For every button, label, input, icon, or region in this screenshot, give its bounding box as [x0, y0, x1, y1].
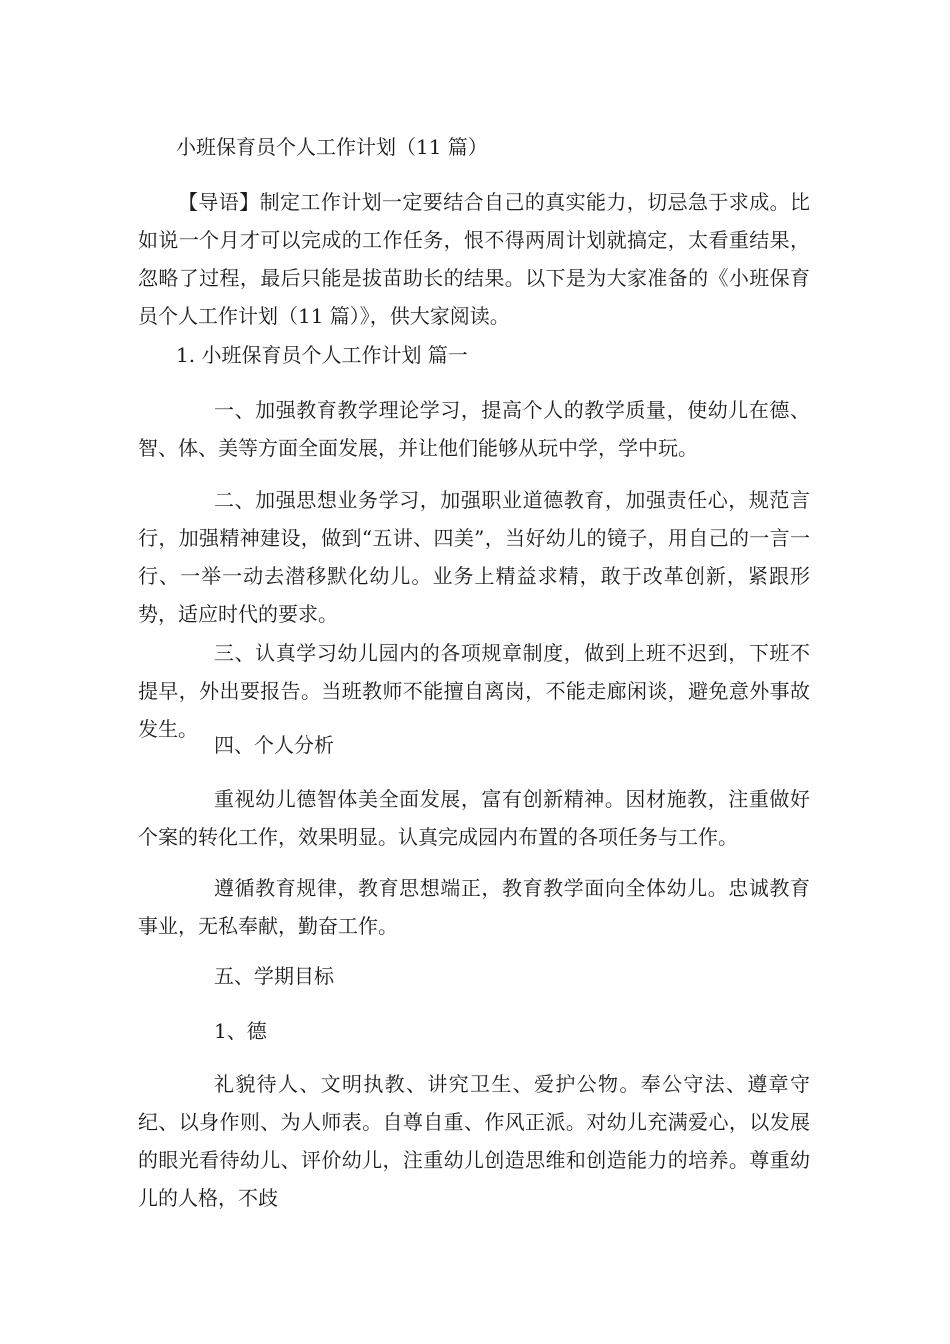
paragraph-5: 遵循教育规律，教育思想端正，教育教学面向全体幼儿。忠诚教育事业，无私奉献，勤奋工作。	[138, 876, 810, 938]
intro-paragraph: 【导语】制定工作计划一定要结合自己的真实能力，切忌急于求成。比如说一个月才可以完成的工作任务，恨不得两周计划就搞定，太看重结果，忽略了过程，最后只能是拔苗助长的结果。以下是为大家准备的《小班保育员个人工作计划（11 篇）》，供大家阅读。	[138, 190, 810, 328]
subheading-morality: 1、德	[214, 1019, 267, 1043]
paragraph-2: 二、加强思想业务学习，加强职业道德教育，加强责任心，规范言行，加强精神建设，做到“五讲、四美”，当好幼儿的镜子，用自己的一言一行、一举一动去潜移默化幼儿。业务上精益求精，敢于改革创新，紧跟形势，适应时代的要求。	[138, 488, 810, 626]
paragraph-6: 礼貌待人、文明执教、讲究卫生、爱护公物。奉公守法、遵章守纪、以身作则、为人师表。自尊自重、作风正派。对幼儿充满爱心，以发展的眼光看待幼儿、评价幼儿，注重幼儿创造思维和创造能力的培养。尊重幼儿的人格，不歧	[138, 1072, 810, 1210]
document-title: 小班保育员个人工作计划（11 篇）	[176, 135, 488, 159]
section-heading: 1. 小班保育员个人工作计划 篇一	[176, 343, 468, 367]
paragraph-1: 一、加强教育教学理论学习，提高个人的教学质量，使幼儿在德、智、体、美等方面全面发展，并让他们能够从玩中学，学中玩。	[138, 398, 810, 460]
subheading-personal-analysis: 四、个人分析	[214, 733, 334, 757]
subheading-semester-goals: 五、学期目标	[214, 964, 334, 988]
paragraph-3: 三、认真学习幼儿园内的各项规章制度，做到上班不迟到，下班不提早，外出要报告。当班教师不能擅自离岗，不能走廊闲谈，避免意外事故发生。	[138, 641, 810, 741]
paragraph-4: 重视幼儿德智体美全面发展，富有创新精神。因材施教，注重做好个案的转化工作，效果明显。认真完成园内布置的各项任务与工作。	[138, 787, 810, 849]
